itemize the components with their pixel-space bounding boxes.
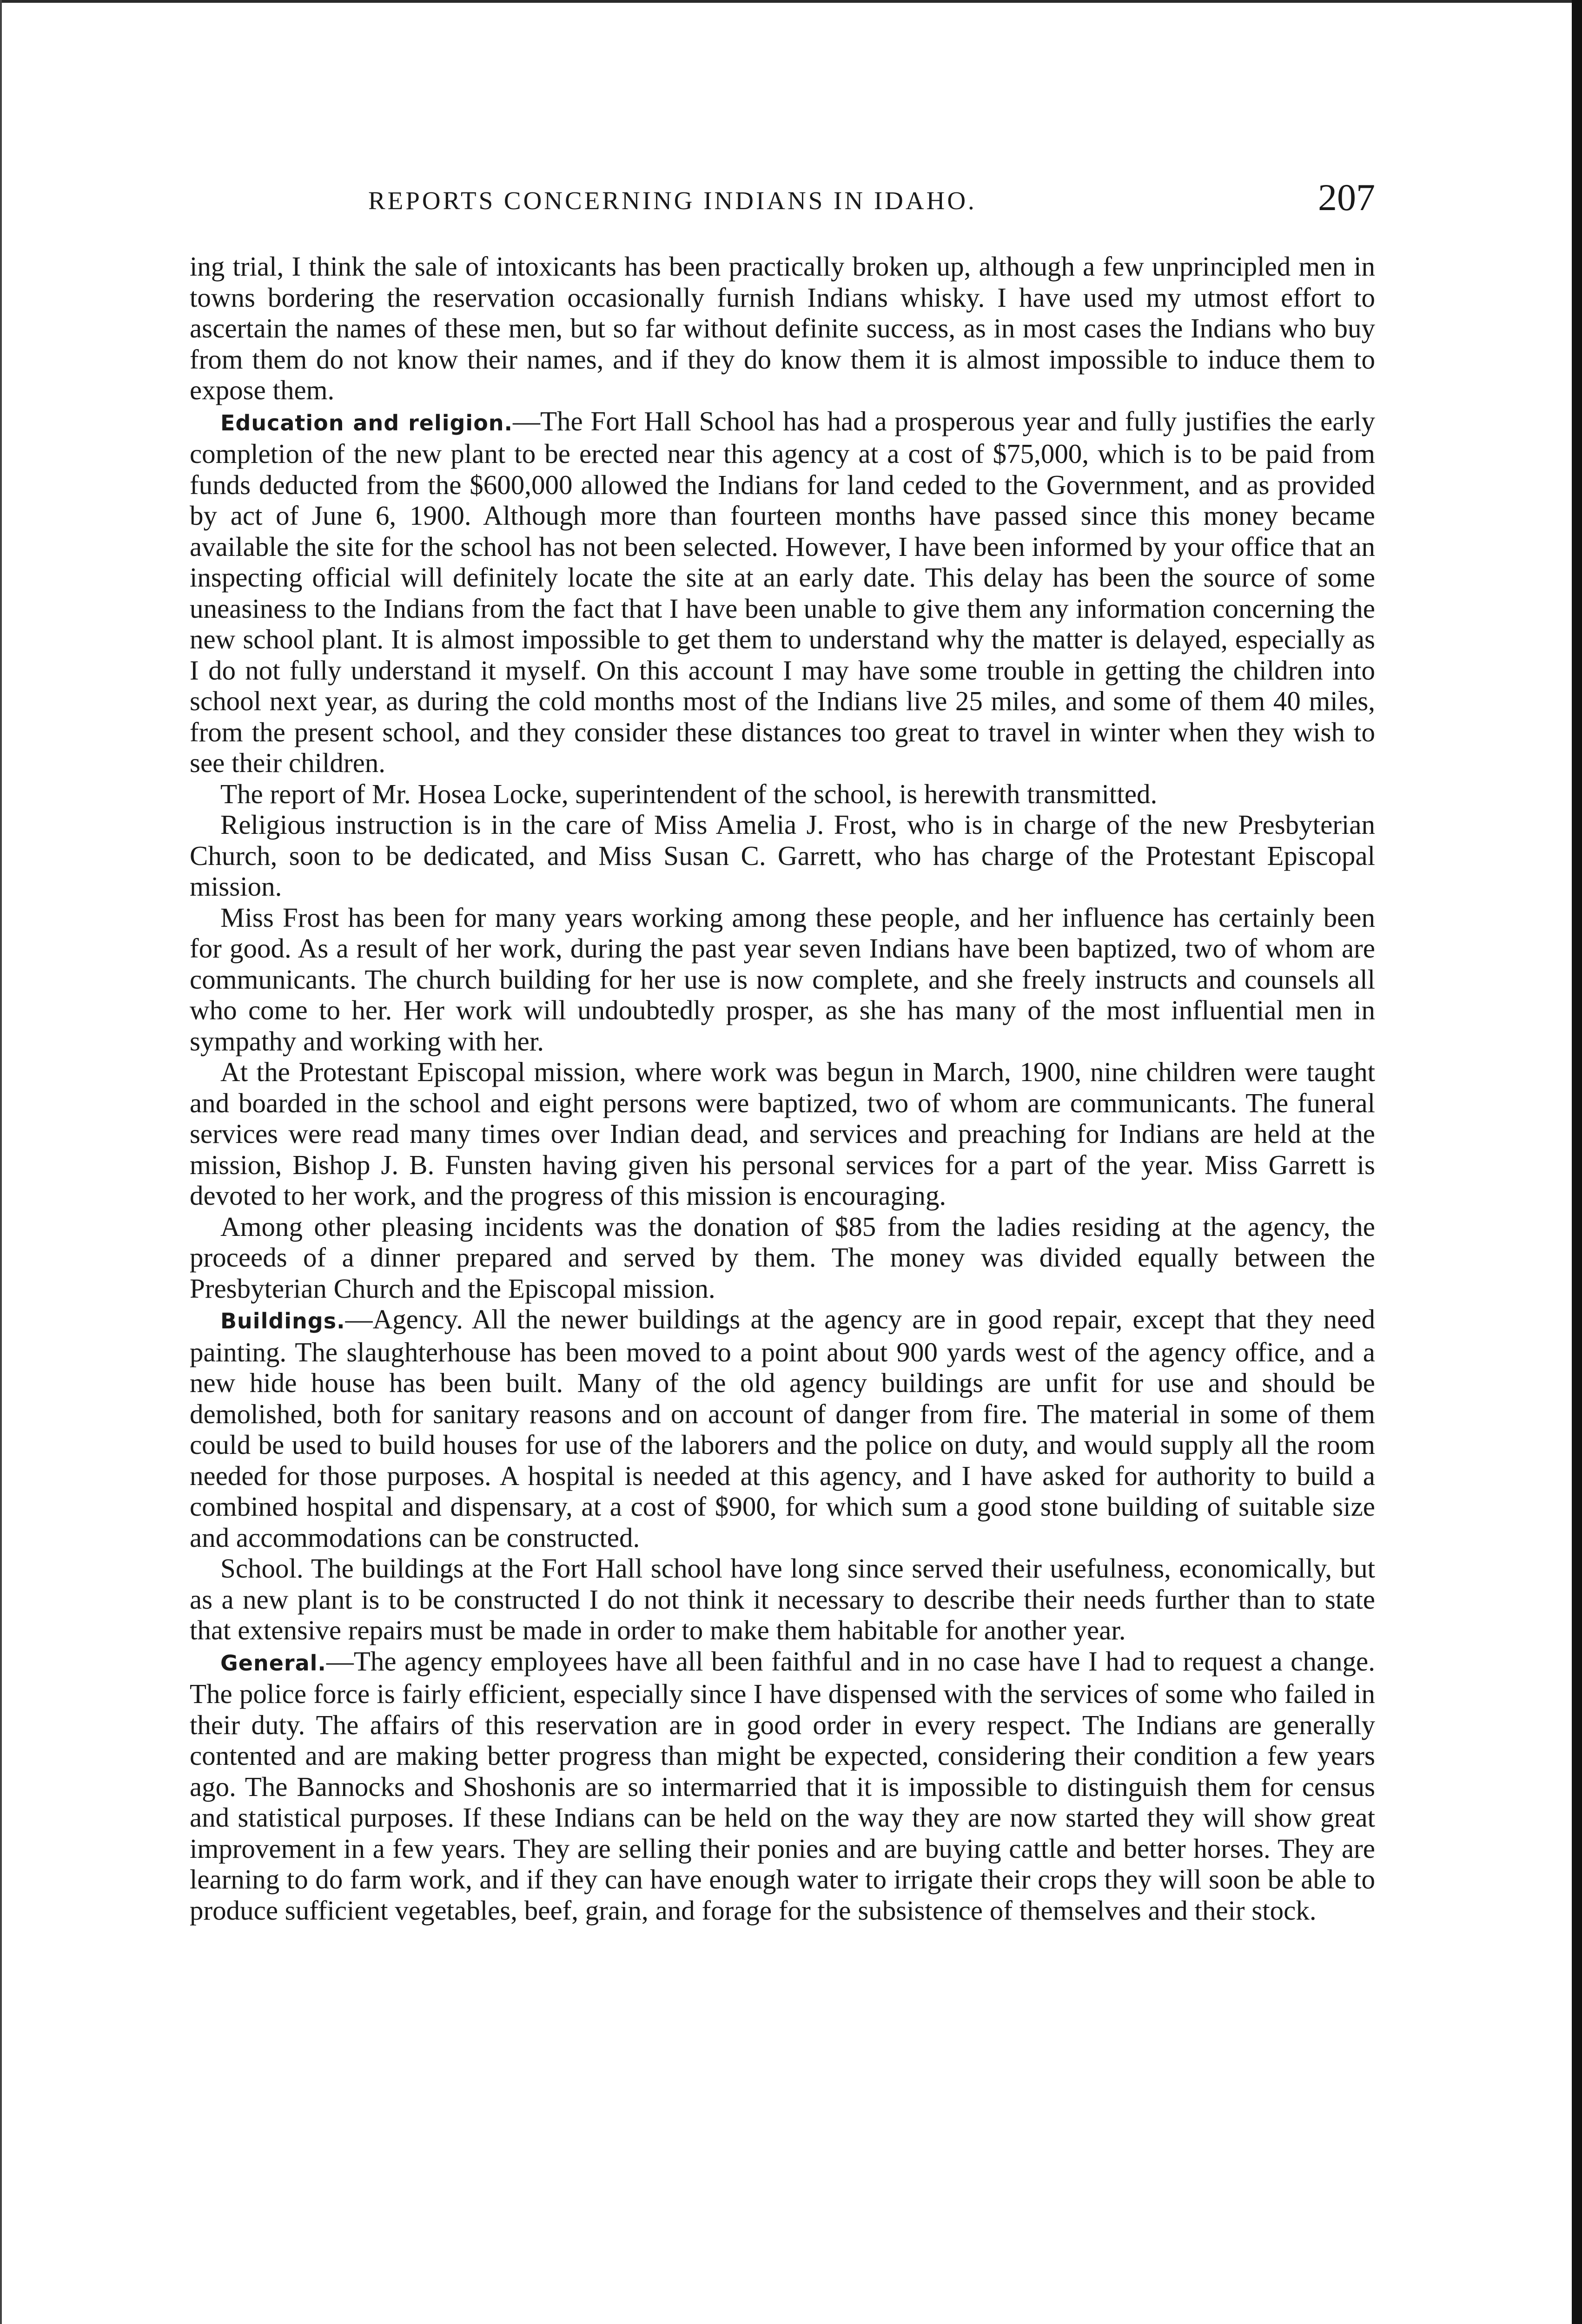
- paragraph-miss-frost: [190, 902, 1375, 1057]
- paragraph-general: [190, 1646, 1375, 1926]
- paragraph-buildings: [190, 1304, 1375, 1553]
- page-number: 207: [1318, 176, 1375, 218]
- paragraph-education-religion: [190, 406, 1375, 779]
- paragraph-text: ing trial, I think the sale of intoxicants has been practically broken up, although a few unprincipled men in towns bordering the reservation occasionally furnish Indians whisky. I have used my utmost effort to ascertain the names of these men, but so far without definite success, as in most cases the Indians who buy from them do not know their names, and if they do know them it is almost impossible to induce them to expose them.: [190, 251, 1375, 405]
- paragraph-text: Religious instruction is in the care of Miss Amelia J. Frost, who is in charge of the new Presbyterian Church, soon to be dedicated, and Miss Susan C. Garrett, who has charge of the Protestant Episcopal mission.: [190, 809, 1375, 902]
- running-head-title: REPORTS CONCERNING INDIANS IN IDAHO.: [368, 186, 977, 215]
- paragraph-text: Among other pleasing incidents was the donation of $85 from the ladies residing at the agency, the proceeds of a dinner prepared and served by them. The money was divided equally between the Presbyterian Church and the Episcopal mission.: [190, 1211, 1375, 1304]
- paragraph-text: School. The buildings at the Fort Hall school have long since served their usefulness, economically, but as a new plant is to be constructed I do not think it necessary to describe their needs further than to state that extensive repairs must be made in order to make them habitable for another year.: [190, 1553, 1375, 1645]
- paragraph-text: —Agency. All the newer buildings at the agency are in good repair, except that they need painting. The slaughterhouse has been moved to a point about 900 yards west of the agency office, and a new hide house has been built. Many of the old agency buildings are unfit for use and should be demolished, both for sanitary reasons and on account of danger from fire. The material in some of them could be used to build houses for use of the laborers and the police on duty, and would supply all the room needed for those purposes. A hospital is needed at this agency, and I have asked for authority to build a combined hospital and dispensary, at a cost of $900, for which sum a good stone building of suitable size and accommodations can be constructed.: [190, 1304, 1375, 1553]
- paragraph-religious-instruction: [190, 809, 1375, 902]
- paragraph-text: At the Protestant Episcopal mission, where work was begun in March, 1900, nine children were taught and boarded in the school and eight persons were baptized, two of whom are communicants. The funeral services were read many times over Indian dead, and services and preaching for Indians are held at the mission, Bishop J. B. Funsten having given his personal services for a part of the year. Miss Garrett is devoted to her work, and the progress of this mission is encouraging.: [190, 1056, 1375, 1211]
- report-body: [190, 251, 1375, 1926]
- paragraph-text: The report of Mr. Hosea Locke, superintendent of the school, is herewith transmitted.: [220, 778, 1158, 809]
- section-heading-education: Education and religion.: [220, 410, 513, 436]
- scan-edge-top: [0, 0, 1582, 3]
- paragraph-text: Miss Frost has been for many years working among these people, and her influence has certainly been for good. As a result of her work, during the past year seven Indians have been baptized, two of whom are communicants. The church building for her use is now complete, and she freely instructs and counsels all who come to her. Her work will undoubtedly prosper, as she has many of the most influential men in sympathy and working with her.: [190, 902, 1375, 1056]
- paragraph-school-report: [190, 779, 1375, 810]
- paragraph-school-buildings: [190, 1553, 1375, 1646]
- section-heading-general: General.: [220, 1650, 326, 1676]
- paragraph-episcopal-mission: [190, 1056, 1375, 1211]
- paragraph-text: —The agency employees have all been faithful and in no case have I had to request a change. The police force is fairly efficient, especially since I have dispensed with the services of some who failed in their duty. The affairs of this reservation are in good order in every respect. The Indians are generally contented and are making better progress than might be expected, considering their condition a few years ago. The Bannocks and Shoshonis are so intermarried that it is impossible to distinguish them for census and statistical purposes. If these Indians can be held on the way they are now started they will show great improvement in a few years. They are selling their ponies and are buying cattle and better horses. They are learning to do farm work, and if they can have enough water to irrigate their crops they will soon be able to produce sufficient vegetables, beef, grain, and forage for the subsistence of themselves and their stock.: [190, 1645, 1375, 1926]
- running-head: [368, 176, 1375, 227]
- scan-edge-left: [0, 0, 2, 2324]
- paragraph-donation: [190, 1211, 1375, 1304]
- paragraph-text: —The Fort Hall School has had a prosperous year and fully justifies the early completion of the new plant to be erected near this agency at a cost of $75,000, which is to be paid from funds deducted from the $600,000 allowed the Indians for land ceded to the Government, and as provided by act of June 6, 1900. Although more than fourteen months have passed since this money became available the site for the school has not been selected. However, I have been informed by your office that an inspecting official will definitely locate the site at an early date. This delay has been the source of some uneasiness to the Indians from the fact that I have been unable to give them any information concerning the new school plant. It is almost impossible to get them to understand why the matter is delayed, especially as I do not fully understand it myself. On this account I may have some trouble in getting the children into school next year, as during the cold months most of the Indians live 25 miles, and some of them 40 miles, from the present school, and they consider these distances too great to travel in winter when they wish to see their children.: [190, 405, 1375, 778]
- scan-edge-right: [1572, 0, 1582, 2324]
- paragraph-liquor-traffic: [190, 251, 1375, 406]
- section-heading-buildings: Buildings.: [220, 1308, 345, 1334]
